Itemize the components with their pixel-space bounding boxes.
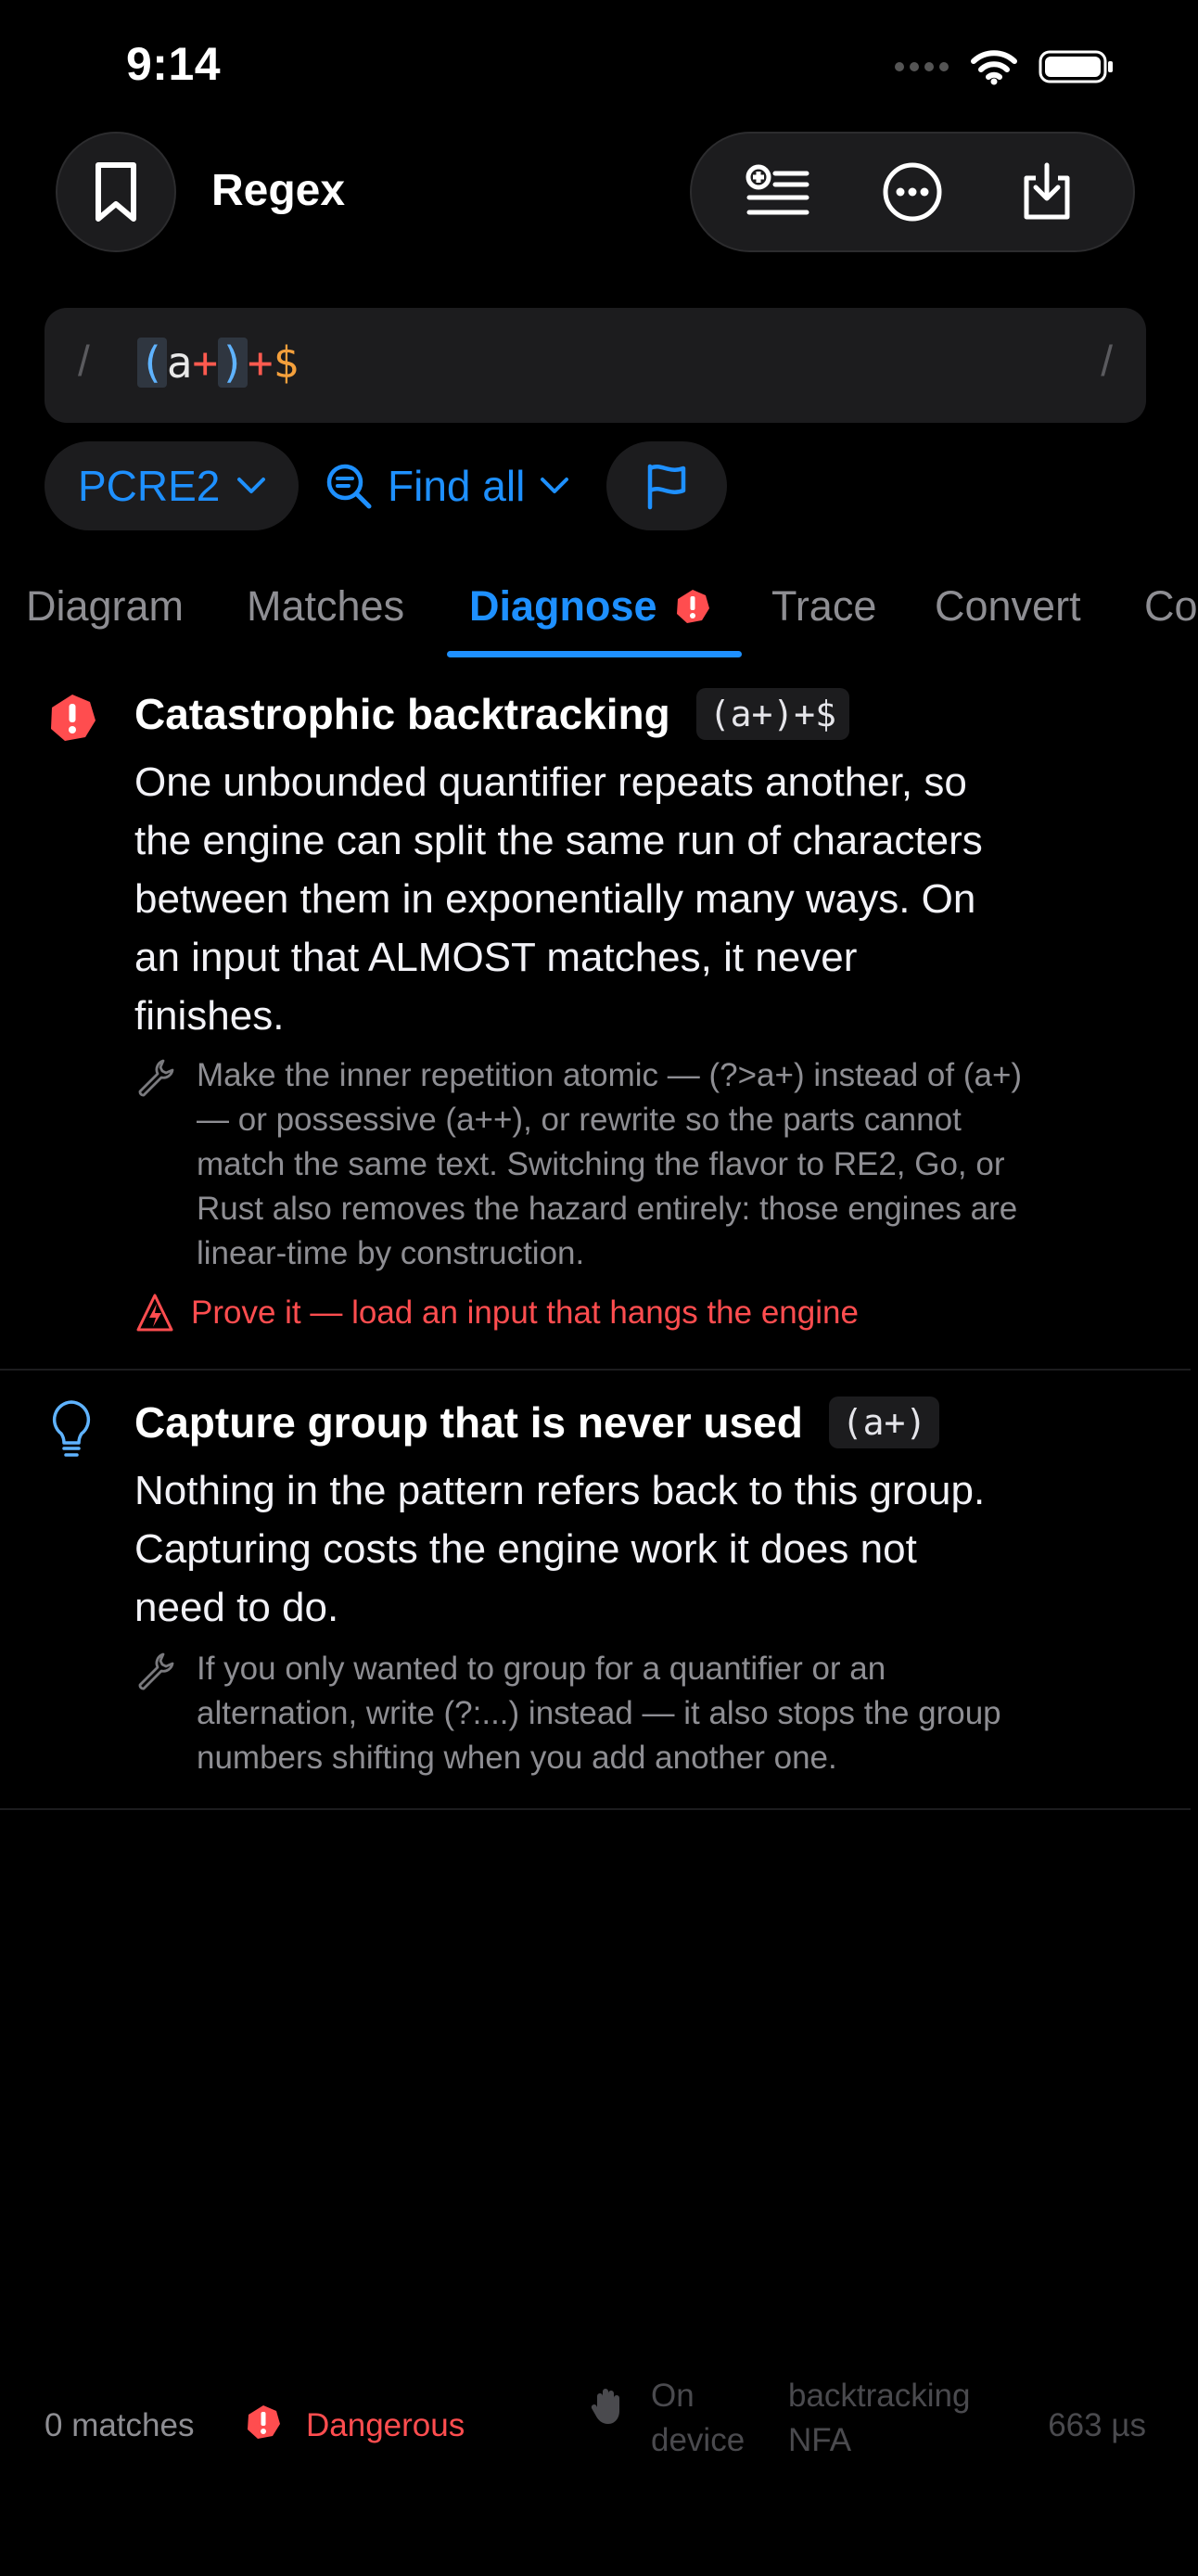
regex-token-quantifier: + [247, 338, 274, 388]
description-line: need to do. [134, 1585, 339, 1630]
tab-diagnose[interactable] [469, 582, 711, 631]
fix-line: Rust also removes the hazard entirely: those engines are [197, 1191, 1018, 1227]
diagnosis-description [134, 1461, 985, 1637]
description-line: an input that ALMOST matches, it never [134, 935, 858, 980]
search-text-icon [325, 462, 373, 510]
app-title: Regex [211, 166, 346, 215]
diagnosis-title: Catastrophic backtracking [134, 690, 670, 738]
tab-convert[interactable]: Convert [935, 582, 1081, 630]
wifi-icon [970, 48, 1018, 85]
execution-time: 663 µs [1048, 2407, 1146, 2443]
download-tray-icon [1019, 161, 1075, 223]
prove-it-link[interactable] [135, 1293, 859, 1333]
wrench-icon [135, 1057, 176, 1103]
flavor-label: PCRE2 [78, 462, 221, 510]
danger-icon [245, 2404, 282, 2445]
execution-location [651, 2374, 745, 2463]
match-count: 0 matches [45, 2407, 195, 2443]
error-badge-icon [674, 588, 711, 625]
header-actions [690, 132, 1135, 252]
regex-token-group-open: ( [139, 338, 165, 388]
diagnosis-code: (a+)+$ [696, 688, 849, 740]
safety-status[interactable]: Dangerous [306, 2407, 465, 2443]
fix-line: linear-time by construction. [197, 1235, 585, 1271]
engine-line: NFA [788, 2422, 852, 2458]
tab-active-indicator [447, 651, 742, 657]
status-indicators [894, 48, 1115, 85]
find-mode-label: Find all [388, 462, 526, 510]
export-button[interactable] [1000, 146, 1093, 238]
engine-line: backtracking [788, 2378, 971, 2414]
wrench-icon [135, 1651, 176, 1696]
regex-token-group-close: ) [220, 338, 246, 388]
tab-diagram[interactable]: Diagram [26, 582, 185, 630]
description-line: One unbounded quantifier repeats another, so [134, 759, 967, 805]
divider [0, 1369, 1191, 1371]
footer-status-bar [0, 2374, 1191, 2476]
divider [0, 1808, 1191, 1810]
regex-open-delimiter: / [78, 337, 90, 385]
fix-line: — or possessive (a++), or rewrite so the parts cannot [197, 1102, 962, 1138]
chevron-down-icon [540, 477, 569, 495]
regex-token-quantifier: + [192, 338, 219, 388]
description-line: Nothing in the pattern refers back to this group. [134, 1468, 986, 1513]
diagnosis-header [134, 1396, 939, 1448]
cellular-signal-icon [894, 60, 949, 73]
tab-matches[interactable]: Matches [247, 582, 405, 630]
diagnosis-header [134, 688, 849, 740]
diagnosis-code: (a+) [829, 1396, 940, 1448]
find-mode-picker[interactable] [325, 441, 569, 530]
fix-line: match the same text. Switching the flavor to RE2, Go, or [197, 1146, 1005, 1182]
tab-diagnose-label: Diagnose [469, 582, 657, 630]
error-severity-icon [46, 692, 98, 748]
location-line: On [651, 2378, 695, 2414]
regex-pattern [137, 338, 299, 388]
chevron-down-icon [236, 477, 266, 495]
hand-icon [590, 2385, 627, 2430]
regex-token-literal: a [166, 338, 193, 388]
add-to-list-button[interactable] [732, 146, 824, 238]
fix-line: If you only wanted to group for a quantifier or an [197, 1651, 886, 1687]
tab-trace[interactable]: Trace [771, 582, 877, 630]
description-line: between them in exponentially many ways. On [134, 876, 976, 922]
warning-bolt-icon [135, 1293, 174, 1333]
bookmark-button[interactable] [56, 132, 176, 252]
regex-token-anchor: $ [273, 338, 300, 388]
diagnosis-fix [197, 1647, 1001, 1780]
flags-button[interactable] [606, 441, 727, 530]
regex-close-delimiter: / [1101, 337, 1113, 385]
battery-icon [1039, 48, 1115, 85]
description-line: finishes. [134, 993, 285, 1039]
description-line: Capturing costs the engine work it does not [134, 1526, 917, 1572]
flag-icon [644, 463, 689, 509]
description-line: the engine can split the same run of characters [134, 818, 983, 863]
diagnosis-title: Capture group that is never used [134, 1398, 803, 1447]
fix-line: numbers shifting when you add another one. [197, 1740, 837, 1776]
list-add-icon [746, 164, 810, 220]
engine-type [788, 2374, 970, 2463]
flavor-picker[interactable] [45, 441, 299, 530]
fix-line: alternation, write (?:...) instead — it also stops the group [197, 1695, 1001, 1731]
more-options-button[interactable] [866, 146, 959, 238]
diagnosis-fix [197, 1053, 1022, 1276]
ellipsis-circle-icon [882, 161, 943, 223]
bookmark-icon [94, 161, 138, 223]
prove-it-label: Prove it — load an input that hangs the engine [191, 1294, 859, 1331]
tab-more[interactable]: Co [1144, 582, 1198, 630]
location-line: device [651, 2422, 746, 2458]
diagnosis-description [134, 753, 983, 1045]
regex-input[interactable] [45, 308, 1146, 423]
status-time: 9:14 [126, 38, 222, 90]
lightbulb-icon [48, 1398, 95, 1464]
fix-line: Make the inner repetition atomic — (?>a+) instead of (a+) [197, 1057, 1023, 1093]
tab-bar [0, 575, 1198, 658]
